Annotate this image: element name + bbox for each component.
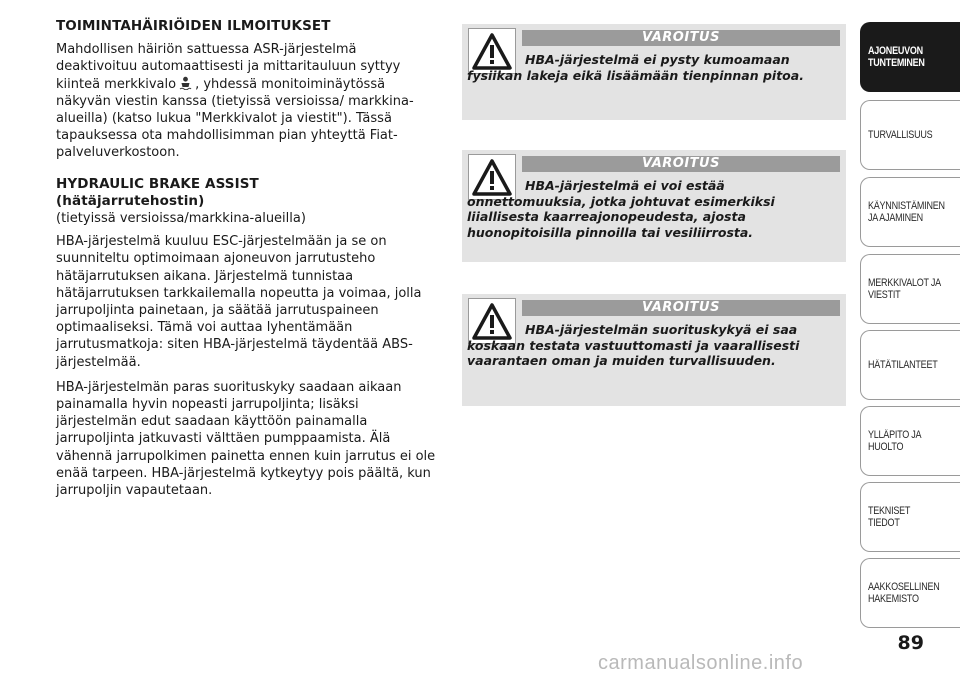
warning-label: VAROITUS: [522, 300, 840, 316]
watermark: carmanualsonline.info: [598, 652, 804, 674]
warning-text: HBA-järjestelmä ei voi estää onnettomuuksia, jotka johtuvat esimerkiksi liiallisesta kaarreajonopeudesta, ajosta huonopitoisilla pinnoilla tai vesiliirrosta.: [467, 178, 775, 240]
tab-hakemisto[interactable]: AAKKOSELLINEN HAKEMISTO: [860, 558, 960, 628]
page-number: 89: [897, 632, 924, 654]
hba-paragraph-1: HBA-järjestelmä kuuluu ESC-järjestelmään ja se on suunniteltu optimoimaan ajoneuvon jarrutusteho hätäjarrutuksen aikana. Järjestelmä tunnistaa hätäjarrutuksen tarkkailemalla nopeutta ja voimaa, jolla jarrupoljinta painetaan, ja säätää jarrutuspaineen optimaaliseksi. Tämä voi auttaa lyhentämään jarrutusmatkoja: siten HBA-järjestelmä täydentää ABS-järjestelmää.: [56, 234, 422, 370]
tab-ajoneuvon-tunteminen[interactable]: AJONEUVON TUNTEMINEN: [860, 22, 960, 92]
asr-warning-light-icon: [179, 76, 192, 90]
tab-yllapito[interactable]: YLLÄPITO JA HUOLTO: [860, 406, 960, 476]
warning-box-3: [462, 294, 846, 406]
warning-label: VAROITUS: [522, 30, 840, 46]
warning-text: HBA-järjestelmä ei pysty kumoamaan fysiikan lakeja eikä lisäämään tienpinnan pitoa.: [467, 52, 804, 83]
warning-box-2: [462, 150, 846, 262]
section-title-malfunction: TOIMINTAHÄIRIÖIDEN ILMOITUKSET: [56, 18, 331, 34]
tab-merkkivalot[interactable]: MERKKIVALOT JA VIESTIT: [860, 254, 960, 324]
main-text-column: [56, 18, 440, 507]
section-title-hba: HYDRAULIC BRAKE ASSIST (hätäjarrutehostin): [56, 175, 259, 209]
warning-label: VAROITUS: [522, 156, 840, 172]
tab-kaynnistaminen[interactable]: KÄYNNISTÄMINEN JA AJAMINEN: [860, 177, 960, 247]
hba-subtitle: (tietyissä versioissa/markkina-alueilla): [56, 211, 306, 227]
warning-text: HBA-järjestelmän suorituskykyä ei saa koskaan testata vastuuttomasti ja vaarallisesti vaarantaen oman ja muiden turvallisuuden.: [467, 322, 800, 368]
tab-turvallisuus[interactable]: TURVALLISUUS: [860, 100, 960, 170]
malfunction-paragraph: Mahdollisen häiriön sattuessa ASR-järjestelmä deaktivoituu automaattisesti ja mittaritauluun syttyy kiinteä merkkivalo , yhdessä monitoiminäytössä näkyvän viestin kanssa (tietyissä versioissa/ markkina-alueilla) (katso lukua "Merkkivalot ja viestit"). Tässä tapauksessa ota mahdollisimman pian yhteyttä Fiat-palveluverkostoon.: [56, 42, 414, 161]
hba-paragraph-2: HBA-järjestelmän paras suorituskyky saadaan aikaan painamalla hyvin nopeasti jarrupoljinta; lisäksi järjestelmän edut saadaan käyttöön painamalla jarrupoljinta jatkuvasti välttäen pumppaamista. Älä vähennä jarrupolkimen painetta ennen kuin jarrutus ei ole enää tarpeen. HBA-järjestelmä kytkeytyy pois päältä, kun jarrupoljin vapautetaan.: [56, 379, 436, 499]
tab-tekniset-tiedot[interactable]: TEKNISET TIEDOT: [860, 482, 960, 552]
tab-hatatilanteet[interactable]: HÄTÄTILANTEET: [860, 330, 960, 400]
warning-box-1: [462, 24, 846, 120]
